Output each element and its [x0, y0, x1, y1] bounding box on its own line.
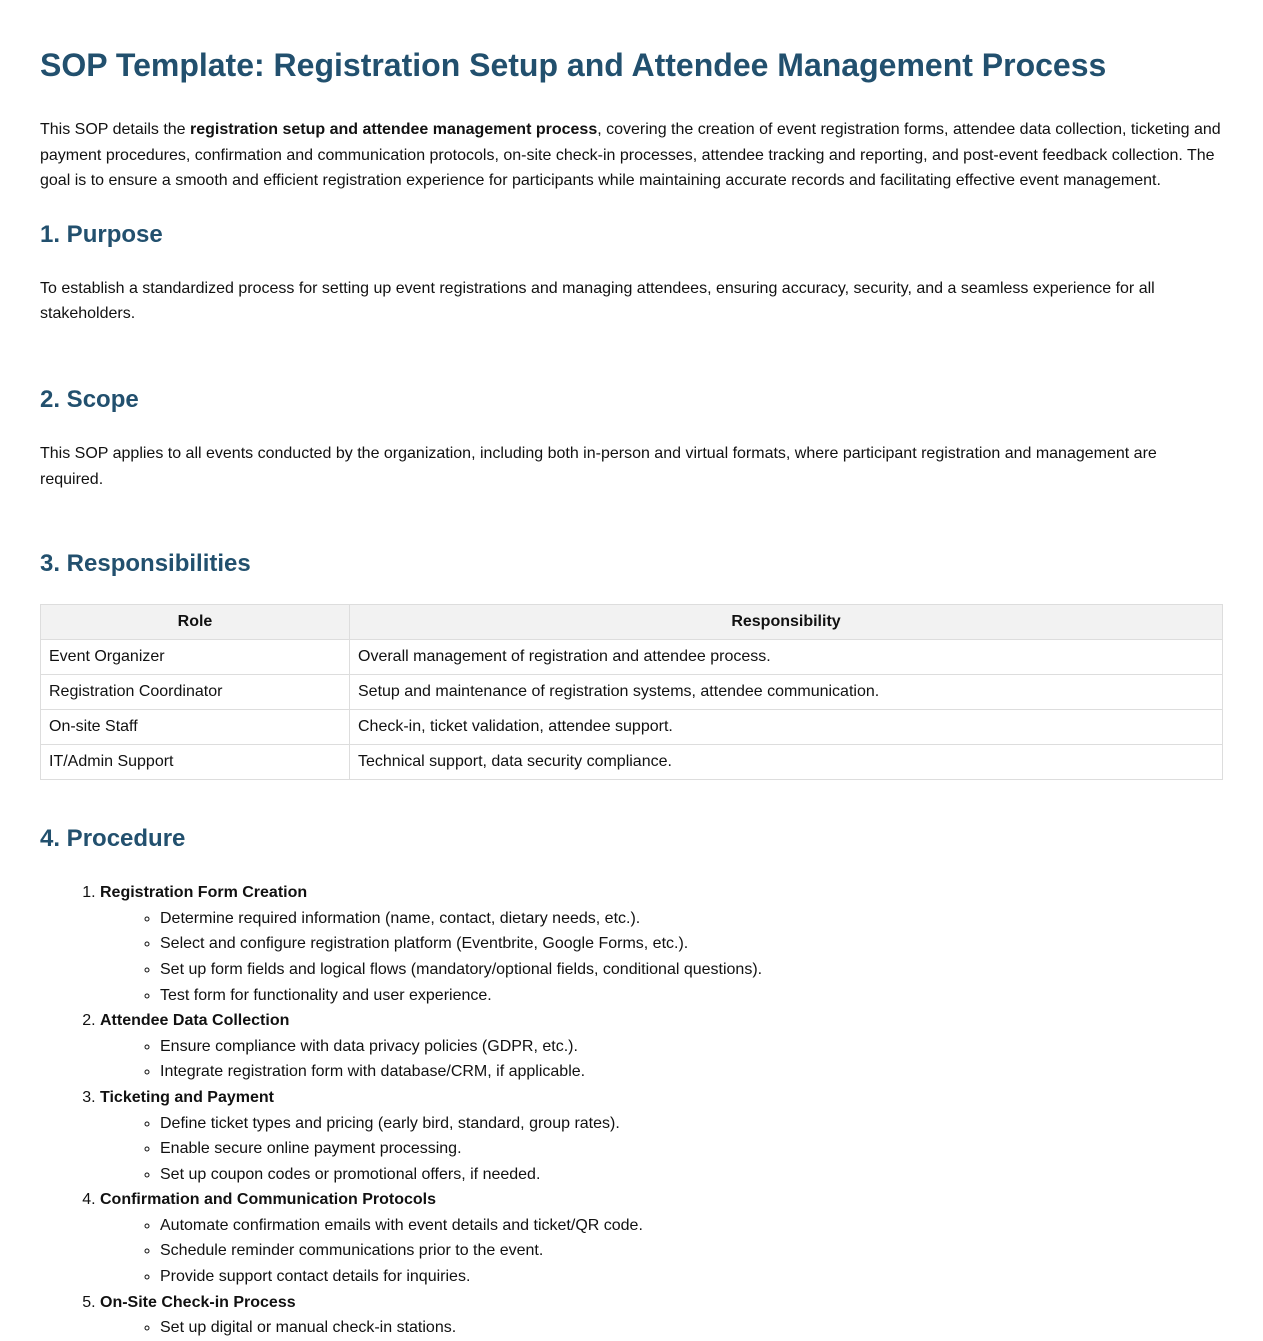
intro-paragraph — [40, 117, 1223, 194]
responsibility-cell: Technical support, data security compliance. — [350, 745, 1223, 780]
responsibility-cell: Setup and maintenance of registration systems, attendee communication. — [350, 675, 1223, 710]
intro-bold-text: registration setup and attendee management process — [190, 121, 598, 138]
scope-text: This SOP applies to all events conducted by the organization, including both in-person and virtual formats, where participant registration and management are required. — [40, 444, 1157, 488]
procedure-steps-list — [40, 880, 1223, 1341]
purpose-text: To establish a standardized process for setting up event registrations and managing attendees, ensuring accuracy, security, and a seamless experience for all stakeholders. — [40, 279, 1155, 323]
list-item: ◦ Enable secure online payment processing. — [160, 1136, 1223, 1162]
list-item: ◦ Provide support contact details for inquiries. — [160, 1264, 1223, 1290]
step-sub-list — [100, 1315, 1223, 1341]
list-item: ◦ Set up digital or manual check-in stations. — [160, 1315, 1223, 1341]
intro-text-end: , covering the creation of event registration forms, attendee data collection, ticketing and payment procedures, confirmation and communication protocols, on-site check-in processes, attendee tracking and reporting, and post-event feedback collection. The goal is to ensure a smooth and efficient registration experience for participants while maintaining accurate records and facilitating effective event management. — [40, 121, 1221, 190]
column-header-responsibility: Responsibility — [350, 605, 1223, 640]
role-cell: Event Organizer — [41, 640, 350, 675]
list-item: ◦ Determine required information (name, contact, dietary needs, etc.). — [160, 906, 1223, 932]
list-item: ◦ Set up coupon codes or promotional offers, if needed. — [160, 1162, 1223, 1188]
role-cell: IT/Admin Support — [41, 745, 350, 780]
step-sub-list — [100, 1034, 1223, 1085]
step-title: On-Site Check-in Process — [100, 1293, 296, 1311]
list-item: ◦ Integrate registration form with database/CRM, if applicable. — [160, 1059, 1223, 1085]
step-title: Ticketing and Payment — [100, 1088, 274, 1106]
step-title: Registration Form Creation — [100, 884, 308, 902]
list-item: ◦ Ensure compliance with data privacy policies (GDPR, etc.). — [160, 1034, 1223, 1060]
list-item: ◦ Select and configure registration platform (Eventbrite, Google Forms, etc.). — [160, 931, 1223, 957]
step-sub-list — [100, 1213, 1223, 1290]
responsibility-cell: Overall management of registration and attendee process. — [350, 640, 1223, 675]
list-item: ◦ Automate confirmation emails with event details and ticket/QR code. — [160, 1213, 1223, 1239]
step-sub-list — [100, 906, 1223, 1008]
procedure-step — [100, 1085, 1223, 1187]
list-item: ◦ Test form for functionality and user experience. — [160, 983, 1223, 1009]
table-row — [41, 710, 1223, 745]
procedure-step — [100, 1008, 1223, 1085]
procedure-step — [100, 1290, 1223, 1341]
step-title: Confirmation and Communication Protocols — [100, 1191, 437, 1209]
table-row — [41, 640, 1223, 675]
step-sub-list — [100, 1111, 1223, 1188]
responsibility-cell: Check-in, ticket validation, attendee support. — [350, 710, 1223, 745]
role-cell: Registration Coordinator — [41, 675, 350, 710]
list-item: ◦ Schedule reminder communications prior to the event. — [160, 1238, 1223, 1264]
table-row — [41, 675, 1223, 710]
column-header-role: Role — [41, 605, 350, 640]
page-title: SOP Template: Registration Setup and Attendee Management Process — [40, 47, 1107, 83]
responsibilities-heading: 3. Responsibilities — [40, 550, 251, 578]
procedure-step — [100, 880, 1223, 1008]
responsibilities-table — [40, 604, 1223, 780]
intro-text-start: This SOP details the — [40, 121, 190, 138]
list-item: ◦ Set up form fields and logical flows (mandatory/optional fields, conditional questions). — [160, 957, 1223, 983]
role-cell: On-site Staff — [41, 710, 350, 745]
procedure-step — [100, 1187, 1223, 1289]
procedure-heading: 4. Procedure — [40, 825, 186, 853]
purpose-heading: 1. Purpose — [40, 220, 163, 248]
table-header-row — [41, 605, 1223, 640]
list-item: ◦ Define ticket types and pricing (early bird, standard, group rates). — [160, 1111, 1223, 1137]
scope-heading: 2. Scope — [40, 385, 139, 413]
step-title: Attendee Data Collection — [100, 1012, 290, 1030]
table-row — [41, 745, 1223, 780]
